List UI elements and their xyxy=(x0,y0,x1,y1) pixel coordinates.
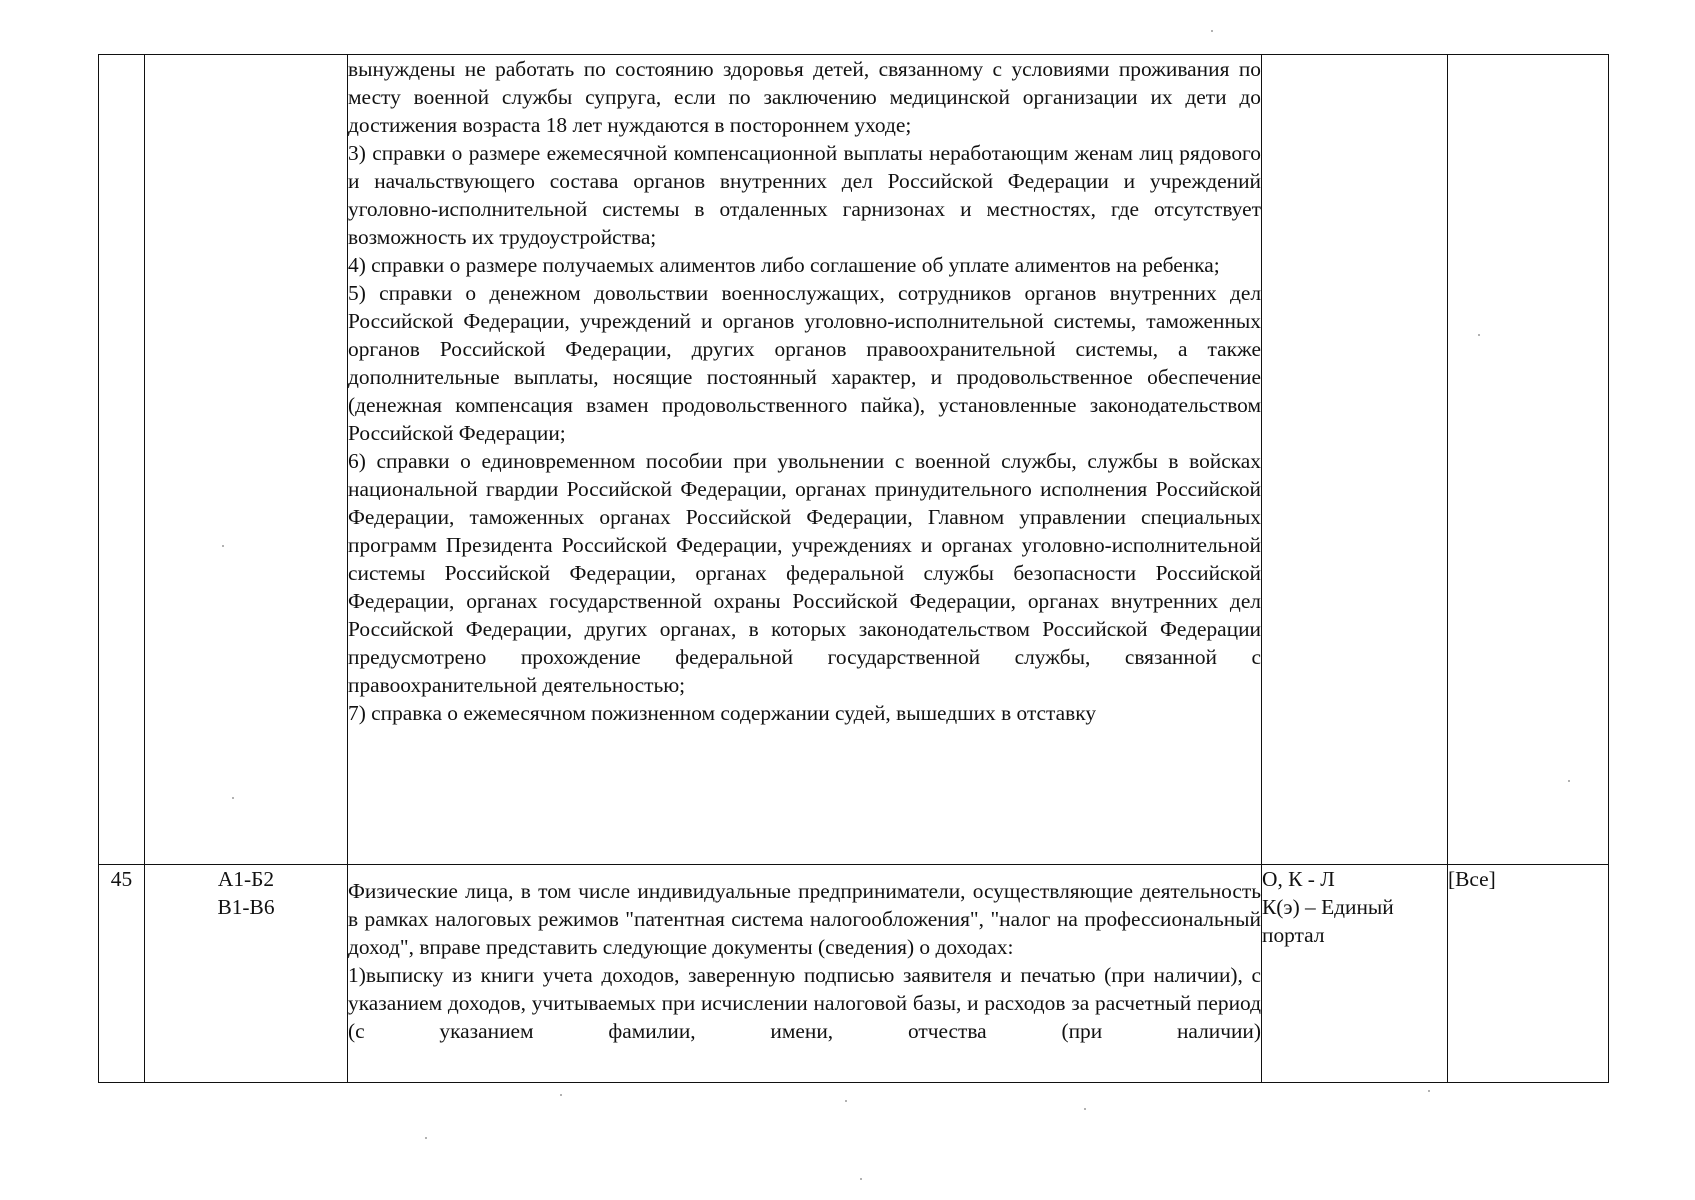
category-code-cell xyxy=(145,55,348,865)
document-paragraph: вынуждены не работать по состоянию здоровья детей, связанному с условиями проживания по месту военной службы супруга, если по заключению медицинской организации их дети до достижения возраста 18 лет нуждаются в постороннем уходе; xyxy=(348,57,1261,137)
recipient-category-cell: [Все] xyxy=(1448,865,1609,1083)
table-row-45 xyxy=(99,865,1609,1083)
submission-method-line: О, К - Л xyxy=(1262,867,1335,891)
recipient-category-cell xyxy=(1448,55,1609,865)
submission-method-line: К(э) – Единый xyxy=(1262,895,1394,919)
scan-speck xyxy=(1428,1090,1430,1092)
table-row-continued xyxy=(99,55,1609,865)
document-paragraph: 3) справки о размере ежемесячной компенсационной выплаты неработающим женам лиц рядового и начальствующего состава органов внутренних дел Российской Федерации и учреждений уголовно-исполнительной системы в отдаленных гарнизонах и местностях, где отсутствует возможность их трудоустройства; xyxy=(348,141,1261,249)
category-code: В1-В6 xyxy=(217,895,275,919)
document-paragraph: Физические лица, в том числе индивидуальные предприниматели, осуществляющие деятельность в рамках налоговых режимов "патентная система налогообложения", "налог на профессиональный доход", вправе представить следующие документы (сведения) о доходах: xyxy=(348,879,1261,959)
document-paragraph: 6) справки о единовременном пособии при увольнении с военной службы, службы в войсках национальной гвардии Российской Федерации, органах принудительного исполнения Российской Федерации, таможенных органах Российской Федерации, Главном управлении специальных программ Президента Российской Федерации, учреждениях и органах уголовно-исполнительной системы Российской Федерации, органах федеральной службы безопасности Российской Федерации, органах государственной охраны Российской Федерации, органах внутренних дел Российской Федерации, других органах, в которых законодательством Российской Федерации предусмотрено прохождение федеральной государственной службы, связанной с правоохранительной деятельностью; xyxy=(348,449,1261,697)
document-paragraph: 5) справки о денежном довольствии военнослужащих, сотрудников органов внутренних дел Российской Федерации, учреждений и органов уголовно-исполнительной системы, таможенных органов Российской Федерации, других органов правоохранительной системы, а также дополнительные выплаты, носящие постоянный характер, и продовольственное обеспечение (денежная компенсация взамен продовольственного пайка), установленные законодательством Российской Федерации; xyxy=(348,281,1261,445)
submission-method-cell xyxy=(1262,865,1448,1083)
document-paragraph: 7) справка о ежемесячном пожизненном содержании судей, вышедших в отставку xyxy=(348,701,1097,725)
scan-speck xyxy=(1211,30,1213,32)
category-code: А1-Б2 xyxy=(217,867,275,891)
benefits-documents-table xyxy=(98,54,1609,1083)
document-list-cell xyxy=(348,865,1262,1083)
row-number-cell: 45 xyxy=(99,865,145,1083)
document-list-cell xyxy=(348,55,1262,865)
row-number-cell xyxy=(99,55,145,865)
submission-method-cell xyxy=(1262,55,1448,865)
scan-speck xyxy=(1084,1108,1086,1110)
scan-speck xyxy=(845,1100,847,1102)
document-paragraph: 1)выписку из книги учета доходов, заверенную подписью заявителя и печатью (при наличии), с указанием доходов, учитываемых при исчислении налоговой базы, и расходов за расчетный период (с указанием фамилии, имени, отчества (при наличии) xyxy=(348,963,1261,1043)
scan-speck xyxy=(860,1178,862,1180)
submission-method-line: портал xyxy=(1262,923,1325,947)
scan-speck xyxy=(425,1137,427,1139)
scan-speck xyxy=(560,1094,562,1096)
document-paragraph: 4) справки о размере получаемых алиментов либо соглашение об уплате алиментов на ребенка; xyxy=(348,253,1220,277)
category-code-cell xyxy=(145,865,348,1083)
